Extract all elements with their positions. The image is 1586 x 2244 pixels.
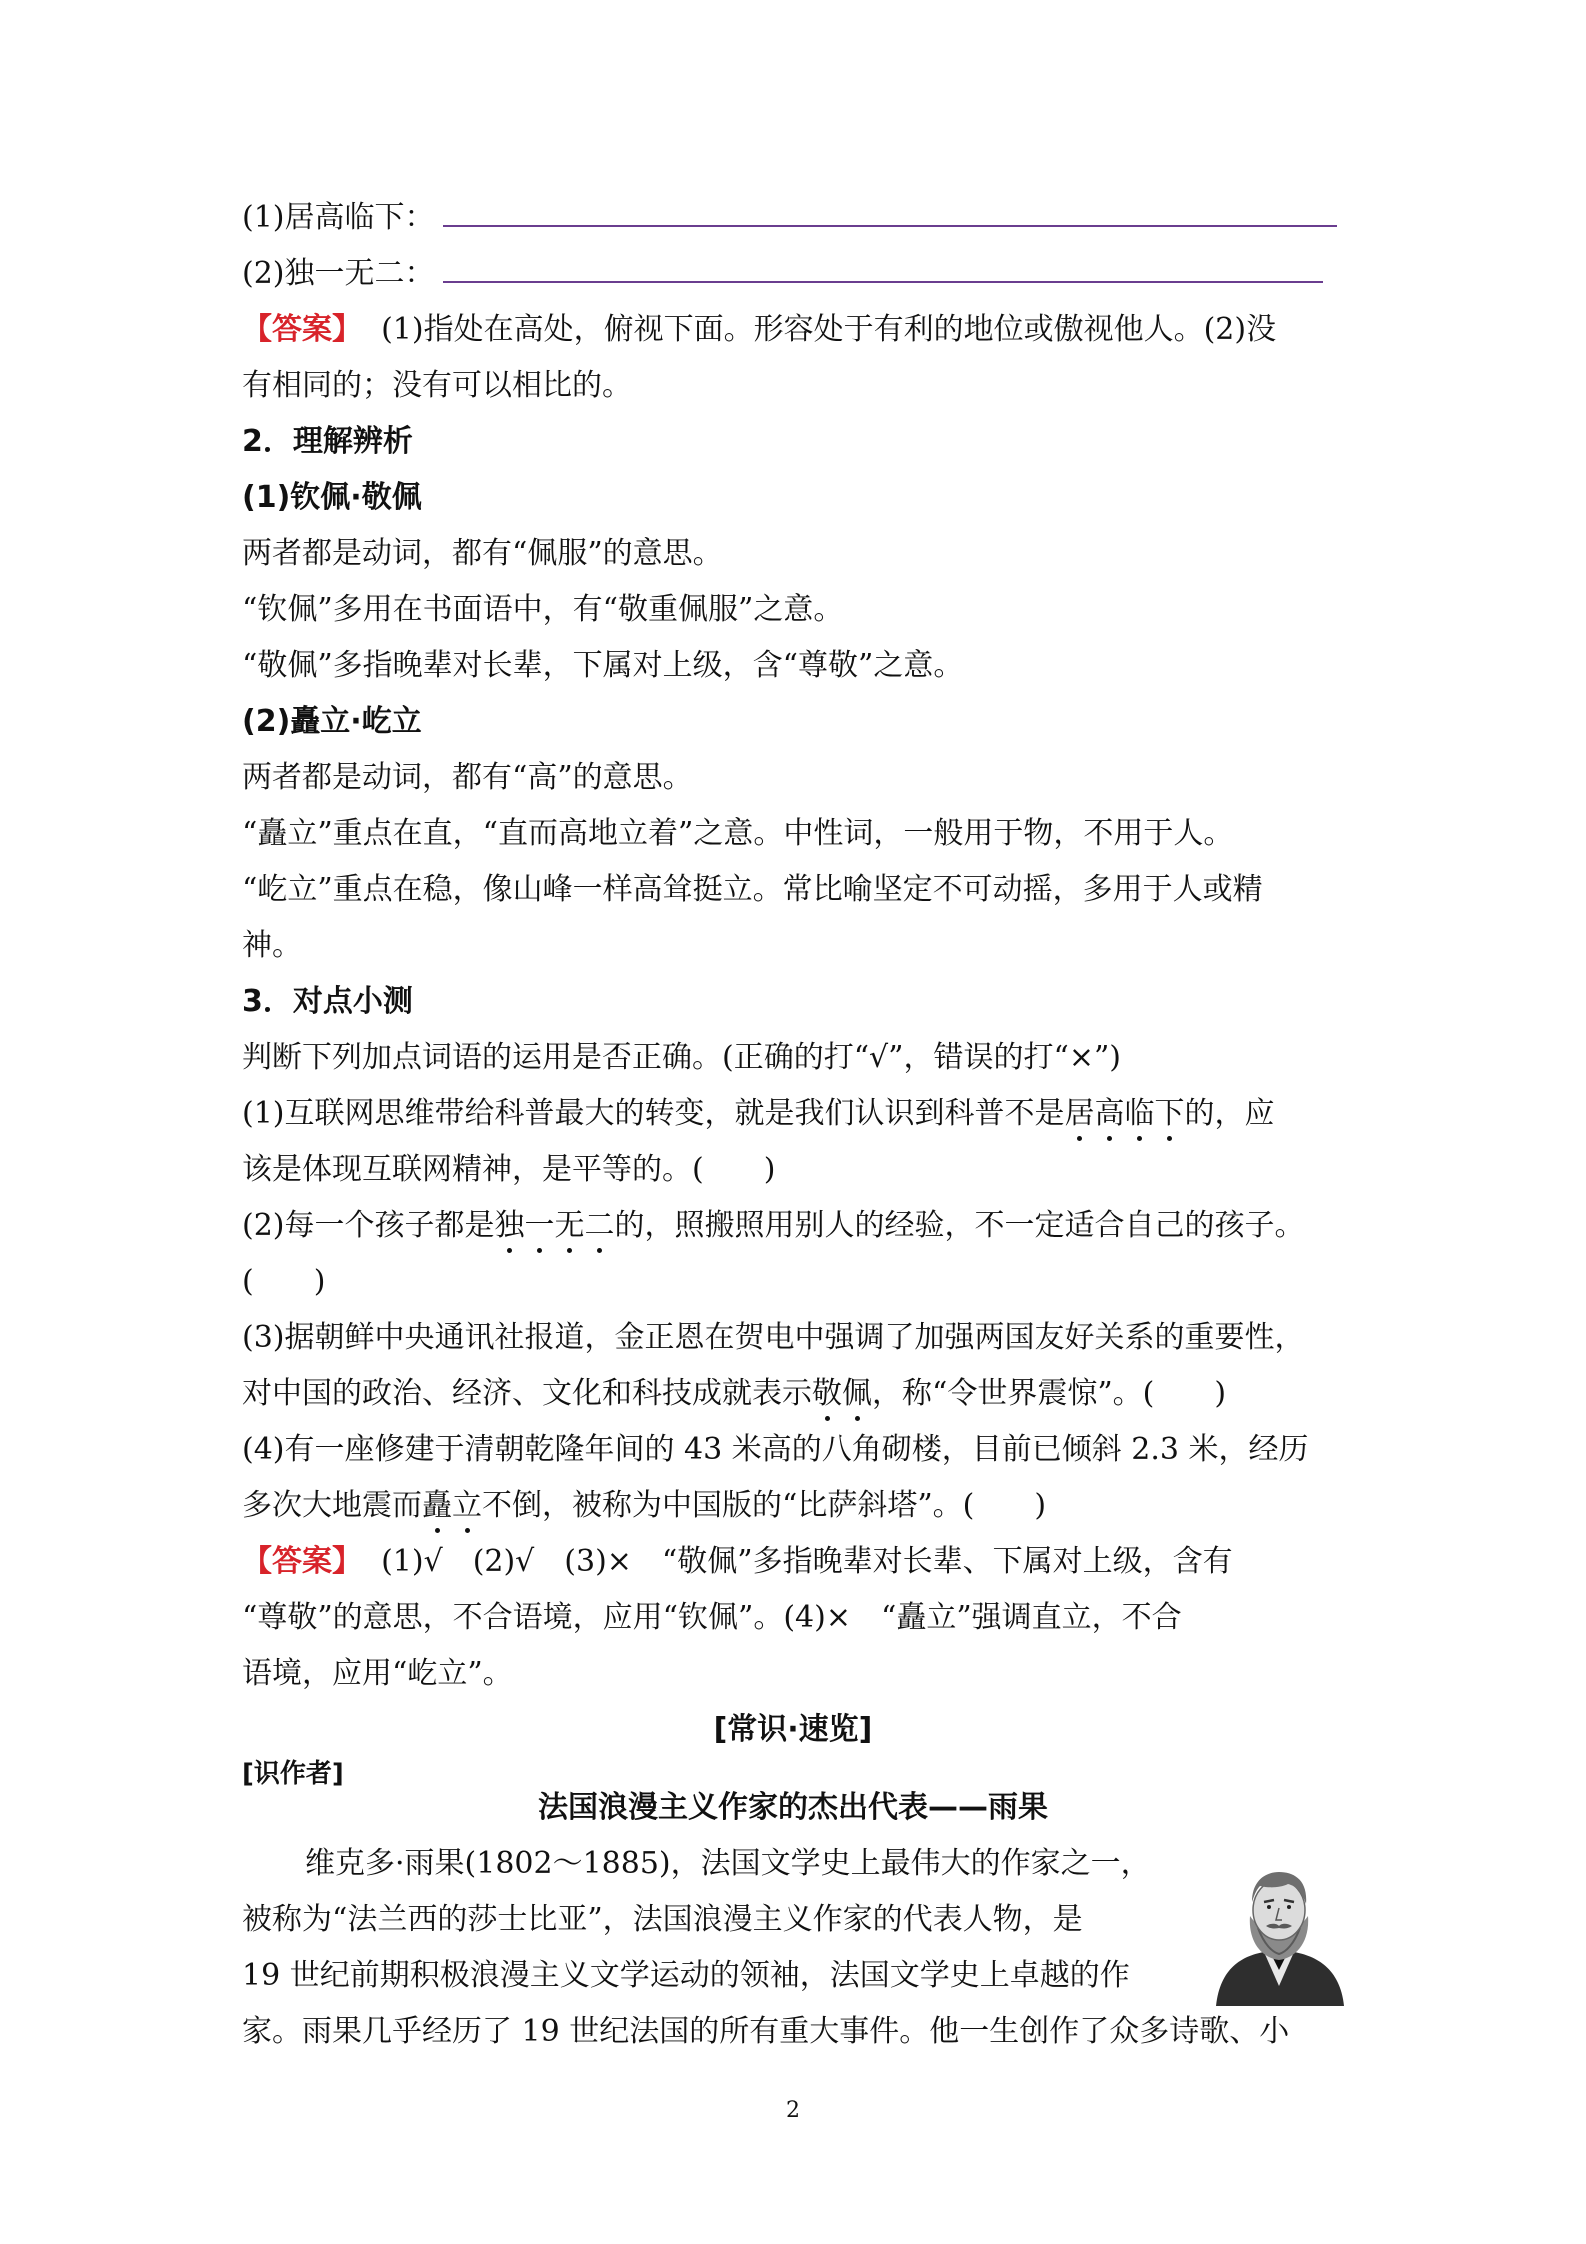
paragraph-line: 维克多·雨果(1802～1885)，法国文学史上最伟大的作家之一， (305, 1846, 1151, 1881)
paragraph-line: 两者都是动词，都有“高”的意思。 (242, 760, 693, 795)
answer-blank-2[interactable] (443, 251, 1323, 283)
paragraph-line: 神。 (242, 928, 302, 963)
answer-tag: 【答案】 (242, 312, 362, 347)
section-heading: 3．对点小测 (242, 984, 413, 1019)
question-text: ，称“令世界震惊”。( ) (872, 1376, 1227, 1411)
dotted-char: 独 (494, 1208, 525, 1243)
subsection-heading: (2)矗立·屹立 (242, 704, 422, 739)
paragraph-line: “钦佩”多用在书面语中，有“敬重佩服”之意。 (242, 592, 844, 627)
answer-tag: 【答案】 (242, 1544, 362, 1579)
page-number: 2 (786, 2098, 800, 2123)
paragraph-line: “矗立”重点在直，“直而高地立着”之意。中性词，一般用于物，不用于人。 (242, 816, 1234, 851)
paragraph-line: 家。雨果几乎经历了 19 世纪法国的所有重大事件。他一生创作了众多诗歌、小 (242, 2014, 1290, 2049)
overview-subtitle: 法国浪漫主义作家的杰出代表——雨果 (538, 1790, 1048, 1825)
question-4-line-2 (242, 1478, 1046, 1534)
answer-text: (1)指处在高处，俯视下面。形容处于有利的地位或傲视他人。(2)没 (381, 312, 1277, 347)
answer-line-2: “尊敬”的意思，不合语境，应用“钦佩”。(4)× “矗立”强调直立，不合 (242, 1600, 1182, 1635)
dotted-char: 一 (524, 1208, 555, 1243)
fill-item-1-label: (1)居高临下： (242, 200, 435, 235)
question-1-line-2: 该是体现互联网精神，是平等的。( ) (242, 1152, 776, 1187)
answer-line-1 (242, 302, 1276, 358)
author-portrait (1208, 1858, 1350, 2006)
fill-item-1 (242, 190, 1337, 246)
question-text: (1)互联网思维带给科普最大的转变，就是我们认识到科普不是 (242, 1096, 1065, 1131)
fill-item-2-label: (2)独一无二： (242, 256, 435, 291)
question-4-line-1: (4)有一座修建于清朝乾隆年间的 43 米高的八角砌楼，目前已倾斜 2.3 米，经历 (242, 1432, 1309, 1467)
paragraph-line: 19 世纪前期积极浪漫主义文学运动的领袖，法国文学史上卓越的作 (242, 1958, 1130, 1993)
answer-blank-1[interactable] (443, 195, 1337, 227)
paragraph-line: “敬佩”多指晚辈对长辈，下属对上级，含“尊敬”之意。 (242, 648, 964, 683)
answer-line-2 (242, 358, 632, 414)
question-text: 的，应 (1184, 1096, 1275, 1131)
dotted-char: 佩 (842, 1376, 872, 1411)
question-2-line-1 (242, 1198, 1305, 1254)
answer-line-1 (242, 1534, 1233, 1590)
question-text: 不倒，被称为中国版的“比萨斜塔”。( ) (482, 1488, 1047, 1523)
question-text: 对中国的政治、经济、文化和科技成就表示 (242, 1376, 812, 1411)
dotted-char: 敬 (812, 1376, 842, 1411)
dotted-char: 二 (584, 1208, 615, 1243)
paragraph-line: “屹立”重点在稳，像山峰一样高耸挺立。常比喻坚定不可动摇，多用于人或精 (242, 872, 1263, 907)
subsection-heading: (1)钦佩·敬佩 (242, 480, 422, 515)
fill-item-2 (242, 246, 1323, 302)
instruction-line: 判断下列加点词语的运用是否正确。(正确的打“√”，错误的打“×”) (242, 1040, 1122, 1075)
question-text: 的，照搬照用别人的经验，不一定适合自己的孩子。 (614, 1208, 1305, 1243)
dotted-char: 高 (1094, 1096, 1125, 1131)
dotted-char: 矗 (422, 1488, 452, 1523)
question-3-line-2 (242, 1366, 1226, 1422)
question-3-line-1: (3)据朝鲜中央通讯社报道，金正恩在贺电中强调了加强两国友好关系的重要性， (242, 1320, 1305, 1355)
answer-text: (1)√ (2)√ (3)× “敬佩”多指晚辈对长辈、下属对上级，含有 (381, 1544, 1233, 1579)
answer-text: 有相同的；没有可以相比的。 (242, 368, 632, 403)
overview-title: [常识·速览] (713, 1712, 873, 1747)
question-text: 多次大地震而 (242, 1488, 422, 1523)
paragraph-line: 两者都是动词，都有“佩服”的意思。 (242, 536, 723, 571)
author-tag: [识作者] (242, 1759, 344, 1789)
dotted-char: 无 (554, 1208, 585, 1243)
paragraph-line: 被称为“法兰西的莎士比亚”，法国浪漫主义作家的代表人物，是 (242, 1902, 1083, 1937)
dotted-char: 立 (452, 1488, 482, 1523)
dotted-char: 临 (1124, 1096, 1155, 1131)
question-1-line-1 (242, 1086, 1275, 1142)
question-2-line-2: ( ) (242, 1264, 326, 1299)
section-heading: 2．理解辨析 (242, 424, 413, 459)
answer-line-3: 语境，应用“屹立”。 (242, 1656, 513, 1691)
dotted-char: 下 (1154, 1096, 1185, 1131)
dotted-char: 居 (1064, 1096, 1095, 1131)
question-text: (2)每一个孩子都是 (242, 1208, 495, 1243)
